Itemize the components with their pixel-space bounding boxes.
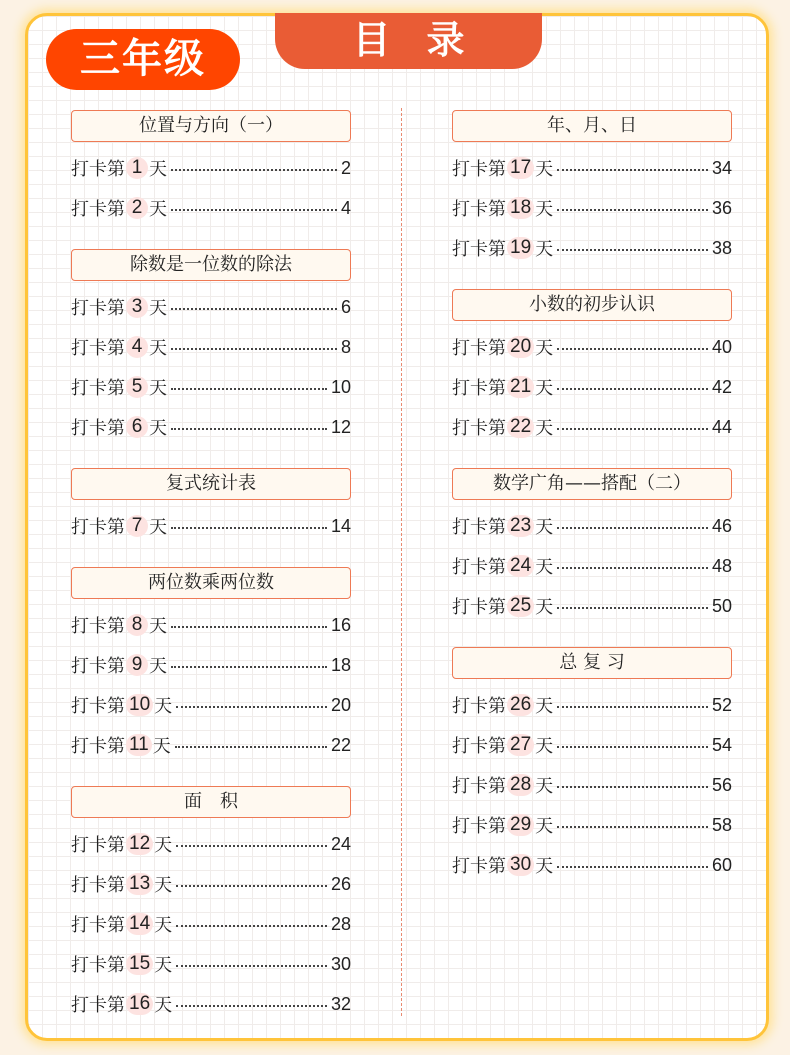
page-number: 54: [711, 734, 732, 755]
dot-leader: [557, 388, 708, 390]
day-number: 3: [126, 296, 148, 318]
day-number: 13: [126, 873, 153, 895]
day-number: 23: [507, 515, 534, 537]
toc-entry[interactable]: [452, 546, 732, 586]
toc-entry[interactable]: [71, 287, 351, 327]
entry-suffix: 天: [149, 338, 167, 359]
toc-entry[interactable]: [71, 327, 351, 367]
dot-leader: [557, 786, 708, 788]
toc-entry[interactable]: [452, 327, 732, 367]
toc-entry[interactable]: [452, 188, 732, 228]
section-heading: 数学广角——搭配（二）: [452, 468, 732, 500]
day-number: 6: [126, 416, 148, 438]
entry-prefix: 打卡第: [71, 298, 125, 319]
toc-entry[interactable]: [71, 148, 351, 188]
dot-leader: [557, 607, 708, 609]
toc-entry[interactable]: [71, 605, 351, 645]
entry-suffix: 天: [535, 696, 554, 717]
day-number: 10: [126, 694, 153, 716]
dot-leader: [557, 567, 708, 569]
toc-entry[interactable]: [452, 506, 732, 546]
day-number: 8: [126, 614, 148, 636]
page-number: 20: [330, 694, 351, 715]
dot-leader: [171, 388, 327, 390]
day-number: 17: [507, 157, 534, 179]
dot-leader: [171, 308, 337, 310]
page-number: 24: [330, 833, 351, 854]
entry-suffix: 天: [535, 239, 554, 260]
entry-suffix: 天: [149, 298, 167, 319]
page-number: 22: [330, 734, 351, 755]
day-number: 2: [126, 197, 148, 219]
entry-suffix: 天: [154, 915, 173, 936]
section-heading: 除数是一位数的除法: [71, 249, 351, 281]
day-number: 5: [126, 376, 148, 398]
toc-entry[interactable]: [452, 845, 732, 885]
entry-suffix: 天: [154, 995, 173, 1016]
day-number: 21: [507, 376, 534, 398]
page-number: 8: [340, 336, 351, 357]
toc-entry[interactable]: [71, 725, 351, 765]
page-number: 16: [330, 614, 351, 635]
day-number: 25: [507, 595, 534, 617]
toc-entry[interactable]: [452, 148, 732, 188]
entry-prefix: 打卡第: [71, 656, 125, 677]
page-number: 30: [330, 953, 351, 974]
dot-leader: [557, 428, 708, 430]
entry-suffix: 天: [149, 378, 167, 399]
entry-suffix: 天: [535, 378, 554, 399]
entry-suffix: 天: [535, 816, 554, 837]
entry-prefix: 打卡第: [71, 418, 125, 439]
dot-leader: [171, 209, 337, 211]
toc-entry[interactable]: [452, 725, 732, 765]
toc-entry[interactable]: [452, 685, 732, 725]
entry-prefix: 打卡第: [71, 199, 125, 220]
entry-prefix: 打卡第: [71, 915, 125, 936]
entry-suffix: 天: [535, 517, 554, 538]
entry-prefix: 打卡第: [71, 616, 125, 637]
entry-suffix: 天: [152, 736, 171, 757]
dot-leader: [557, 249, 708, 251]
page-number: 34: [711, 157, 732, 178]
page-number: 40: [711, 336, 732, 357]
entry-prefix: 打卡第: [452, 557, 506, 578]
entry-prefix: 打卡第: [71, 378, 125, 399]
dot-leader: [557, 866, 708, 868]
toc-entry[interactable]: [71, 506, 351, 546]
toc-entry[interactable]: [452, 805, 732, 845]
entry-prefix: 打卡第: [452, 696, 506, 717]
dot-leader: [171, 348, 337, 350]
entry-prefix: 打卡第: [71, 159, 125, 180]
section-heading: 位置与方向（一）: [71, 110, 351, 142]
toc-section: [452, 110, 732, 268]
entry-suffix: 天: [535, 597, 554, 618]
entry-prefix: 打卡第: [452, 776, 506, 797]
entry-suffix: 天: [149, 616, 167, 637]
dot-leader: [176, 1005, 327, 1007]
entry-prefix: 打卡第: [71, 338, 125, 359]
day-number: 28: [507, 774, 534, 796]
section-heading: 复式统计表: [71, 468, 351, 500]
entry-prefix: 打卡第: [452, 816, 506, 837]
entry-prefix: 打卡第: [71, 736, 125, 757]
section-heading: 面 积: [71, 786, 351, 818]
dot-leader: [176, 706, 327, 708]
entry-prefix: 打卡第: [452, 199, 506, 220]
toc-entry[interactable]: [71, 864, 351, 904]
toc-entry[interactable]: [452, 367, 732, 407]
page-number: 48: [711, 555, 732, 576]
page-title: 目录: [275, 13, 542, 69]
day-number: 22: [507, 416, 534, 438]
entry-prefix: 打卡第: [71, 835, 125, 856]
day-number: 11: [126, 734, 152, 756]
entry-suffix: 天: [535, 557, 554, 578]
day-number: 14: [126, 913, 153, 935]
section-heading: 小数的初步认识: [452, 289, 732, 321]
toc-entry[interactable]: [71, 944, 351, 984]
entry-prefix: 打卡第: [71, 517, 125, 538]
toc-entry[interactable]: [452, 586, 732, 626]
day-number: 7: [126, 515, 148, 537]
dot-leader: [557, 746, 708, 748]
entry-prefix: 打卡第: [452, 517, 506, 538]
toc-entry[interactable]: [71, 367, 351, 407]
day-number: 15: [126, 953, 153, 975]
day-number: 9: [126, 654, 148, 676]
entry-prefix: 打卡第: [452, 338, 506, 359]
day-number: 29: [507, 814, 534, 836]
toc-entry[interactable]: [452, 228, 732, 268]
toc-entry[interactable]: [71, 984, 351, 1024]
day-number: 24: [507, 555, 534, 577]
entry-suffix: 天: [535, 159, 554, 180]
page-number: 60: [711, 854, 732, 875]
toc-entry[interactable]: [452, 765, 732, 805]
day-number: 16: [126, 993, 153, 1015]
dot-leader: [557, 169, 708, 171]
dot-leader: [557, 209, 708, 211]
entry-suffix: 天: [149, 656, 167, 677]
page-number: 2: [340, 157, 351, 178]
entry-prefix: 打卡第: [452, 418, 506, 439]
dot-leader: [557, 527, 708, 529]
day-number: 26: [507, 694, 534, 716]
entry-suffix: 天: [535, 338, 554, 359]
entry-prefix: 打卡第: [452, 597, 506, 618]
entry-prefix: 打卡第: [71, 995, 125, 1016]
day-number: 30: [507, 854, 534, 876]
page-number: 18: [330, 654, 351, 675]
page-number: 26: [330, 873, 351, 894]
entry-prefix: 打卡第: [452, 159, 506, 180]
entry-suffix: 天: [154, 835, 173, 856]
entry-suffix: 天: [154, 696, 173, 717]
entry-prefix: 打卡第: [71, 696, 125, 717]
toc-column-right: [452, 110, 732, 906]
page-number: 38: [711, 237, 732, 258]
page-number: 32: [330, 993, 351, 1014]
day-number: 12: [126, 833, 153, 855]
page-number: 52: [711, 694, 732, 715]
day-number: 27: [507, 734, 534, 756]
entry-prefix: 打卡第: [452, 378, 506, 399]
toc-section: [71, 249, 351, 447]
dot-leader: [557, 706, 708, 708]
section-heading: 两位数乘两位数: [71, 567, 351, 599]
entry-prefix: 打卡第: [452, 736, 506, 757]
dot-leader: [557, 826, 708, 828]
day-number: 20: [507, 336, 534, 358]
entry-suffix: 天: [535, 418, 554, 439]
entry-suffix: 天: [149, 199, 167, 220]
entry-suffix: 天: [149, 517, 167, 538]
page-number: 6: [340, 296, 351, 317]
day-number: 1: [126, 157, 148, 179]
entry-suffix: 天: [535, 736, 554, 757]
column-divider: [401, 108, 402, 1016]
entry-suffix: 天: [149, 418, 167, 439]
section-heading: 年、月、日: [452, 110, 732, 142]
entry-prefix: 打卡第: [71, 955, 125, 976]
toc-section: [452, 468, 732, 626]
dot-leader: [171, 169, 337, 171]
entry-prefix: 打卡第: [452, 856, 506, 877]
entry-suffix: 天: [535, 199, 554, 220]
toc-entry[interactable]: [71, 407, 351, 447]
entry-suffix: 天: [149, 159, 167, 180]
page-number: 46: [711, 515, 732, 536]
page-number: 36: [711, 197, 732, 218]
dot-leader: [171, 626, 327, 628]
entry-suffix: 天: [535, 856, 554, 877]
dot-leader: [176, 845, 327, 847]
toc-section: [452, 647, 732, 885]
page-number: 50: [711, 595, 732, 616]
entry-suffix: 天: [154, 955, 173, 976]
toc-entry[interactable]: [71, 188, 351, 228]
page-number: 56: [711, 774, 732, 795]
toc-section: [71, 110, 351, 228]
toc-column-left: [71, 110, 351, 1045]
grade-badge: 三年级: [46, 29, 240, 90]
day-number: 18: [507, 197, 534, 219]
dot-leader: [176, 965, 327, 967]
entry-prefix: 打卡第: [452, 239, 506, 260]
day-number: 4: [126, 336, 148, 358]
dot-leader: [171, 527, 327, 529]
toc-section: [71, 468, 351, 546]
entry-prefix: 打卡第: [71, 875, 125, 896]
toc-section: [452, 289, 732, 447]
toc-section: [71, 567, 351, 765]
page-number: 14: [330, 515, 351, 536]
toc-entry[interactable]: [71, 904, 351, 944]
dot-leader: [171, 428, 327, 430]
toc-entry[interactable]: [71, 645, 351, 685]
dot-leader: [171, 666, 327, 668]
day-number: 19: [507, 237, 534, 259]
page-number: 4: [340, 197, 351, 218]
dot-leader: [557, 348, 708, 350]
toc-entry[interactable]: [71, 824, 351, 864]
page-number: 10: [330, 376, 351, 397]
toc-entry[interactable]: [71, 685, 351, 725]
entry-suffix: 天: [535, 776, 554, 797]
toc-section: [71, 786, 351, 1024]
page-number: 44: [711, 416, 732, 437]
page-number: 28: [330, 913, 351, 934]
entry-suffix: 天: [154, 875, 173, 896]
dot-leader: [175, 746, 327, 748]
toc-entry[interactable]: [452, 407, 732, 447]
page-number: 58: [711, 814, 732, 835]
page-number: 42: [711, 376, 732, 397]
page-number: 12: [330, 416, 351, 437]
section-heading: 总 复 习: [452, 647, 732, 679]
dot-leader: [176, 885, 327, 887]
dot-leader: [176, 925, 327, 927]
